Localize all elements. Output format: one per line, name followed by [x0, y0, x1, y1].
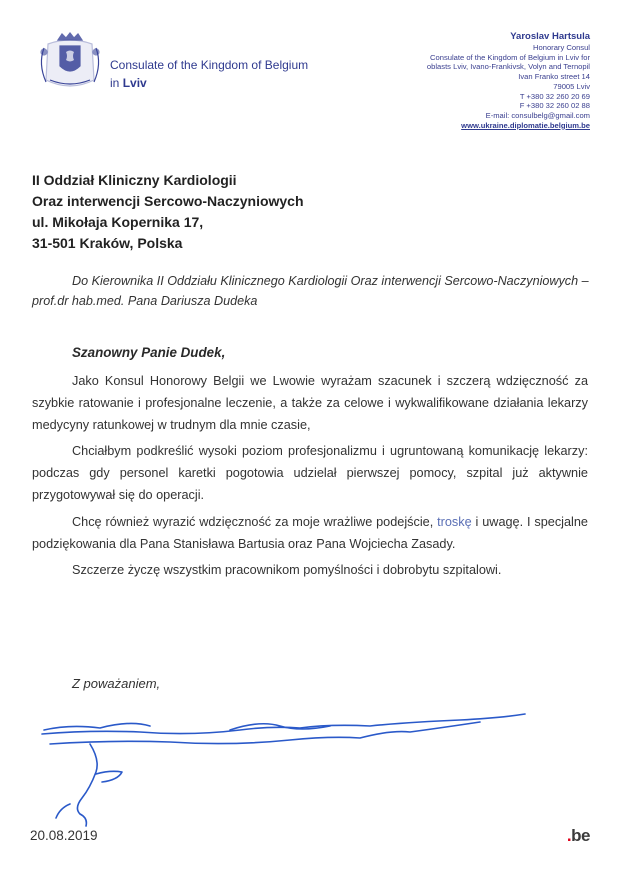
sender-website-link[interactable]: www.ukraine.diplomatie.belgium.be	[461, 120, 590, 130]
addressee-text: Do Kierownika II Oddziału Klinicznego Kardiologii Oraz interwencji Sercowo-Naczyniowych – prof.dr hab.med. Pana Dariusza Dudeka	[32, 274, 589, 308]
sender-street: Ivan Franko street 14	[518, 72, 590, 82]
handwritten-signature	[30, 700, 530, 830]
be-logo	[567, 826, 590, 846]
paragraph-1: Jako Konsul Honorowy Belgii we Lwowie wyrażam szacunek i szczerą wdzięczność za szybkie ratowanie i profesjonalne leczenie, a także za celowe i wykwalifikowane działania lekarzy medycyny ratunkowej w trudnym dla mnie czasie,	[32, 374, 588, 432]
sender-contact-block	[330, 30, 590, 130]
sender-name: Yaroslav Hartsula	[510, 31, 590, 42]
recipient-line2: Oraz interwencji Sercowo-Naczyniowych	[32, 193, 304, 209]
be-logo-dot: .	[566, 826, 572, 845]
recipient-address	[32, 170, 304, 254]
paragraph-3-start: Chcę również wyrazić wdzięczność za moje wrażliwe podejście,	[72, 514, 438, 529]
addressee-line	[32, 271, 590, 311]
sender-title: Honorary Consul	[533, 43, 590, 52]
greeting: Szanowny Panie Dudek,	[72, 345, 226, 360]
consulate-name-line1: Consulate of the Kingdom of Belgium	[110, 58, 309, 72]
paragraph-3-end: i uwagę. I specjalne podziękowania dla Pana Stanisława Bartusia oraz Pana Wojciecha Zasady.	[32, 514, 588, 551]
recipient-line4: 31-501 Kraków, Polska	[32, 235, 183, 251]
sender-fax: F +380 32 260 02 88	[519, 101, 590, 111]
sender-line1: Consulate of the Kingdom of Belgium in Lviv for	[430, 52, 590, 62]
letter-date: 20.08.2019	[30, 828, 98, 843]
consulate-name-line2	[110, 74, 308, 92]
consulate-name-prefix: in	[110, 76, 123, 90]
paragraph-3-highlight: troskę	[437, 514, 472, 529]
letter-body	[32, 371, 588, 582]
recipient-line1: II Oddział Kliniczny Kardiologii	[32, 172, 237, 188]
sender-phone: T +380 32 260 20 69	[519, 91, 590, 101]
belgium-coat-of-arms-icon	[34, 30, 106, 92]
paragraph-2: Chciałbym podkreślić wysoki poziom profesjonalizmu i ugruntowaną komunikację lekarzy: podczas gdy personel karetki pogotowia udzielał pierwszej pomocy, szpital już aktywnie przygotowywał się do operacji.	[32, 444, 588, 502]
consulate-name	[110, 56, 308, 92]
sender-line2: oblasts Lviv, Ivano-Frankivsk, Volyn and Ternopil	[426, 62, 590, 72]
be-logo-text: be	[571, 826, 590, 845]
sender-email: E-mail: consulbelg@gmail.com	[485, 110, 590, 120]
closing-salutation: Z poważaniem,	[72, 676, 161, 691]
paragraph-3	[32, 512, 588, 556]
consulate-city: Lviv	[122, 76, 147, 90]
sender-postal: 79005 Lviv	[553, 81, 590, 91]
paragraph-4: Szczerze życzę wszystkim pracownikom pomyślności i dobrobytu szpitalowi.	[72, 563, 502, 578]
recipient-line3: ul. Mikołaja Kopernika 17,	[32, 214, 204, 230]
